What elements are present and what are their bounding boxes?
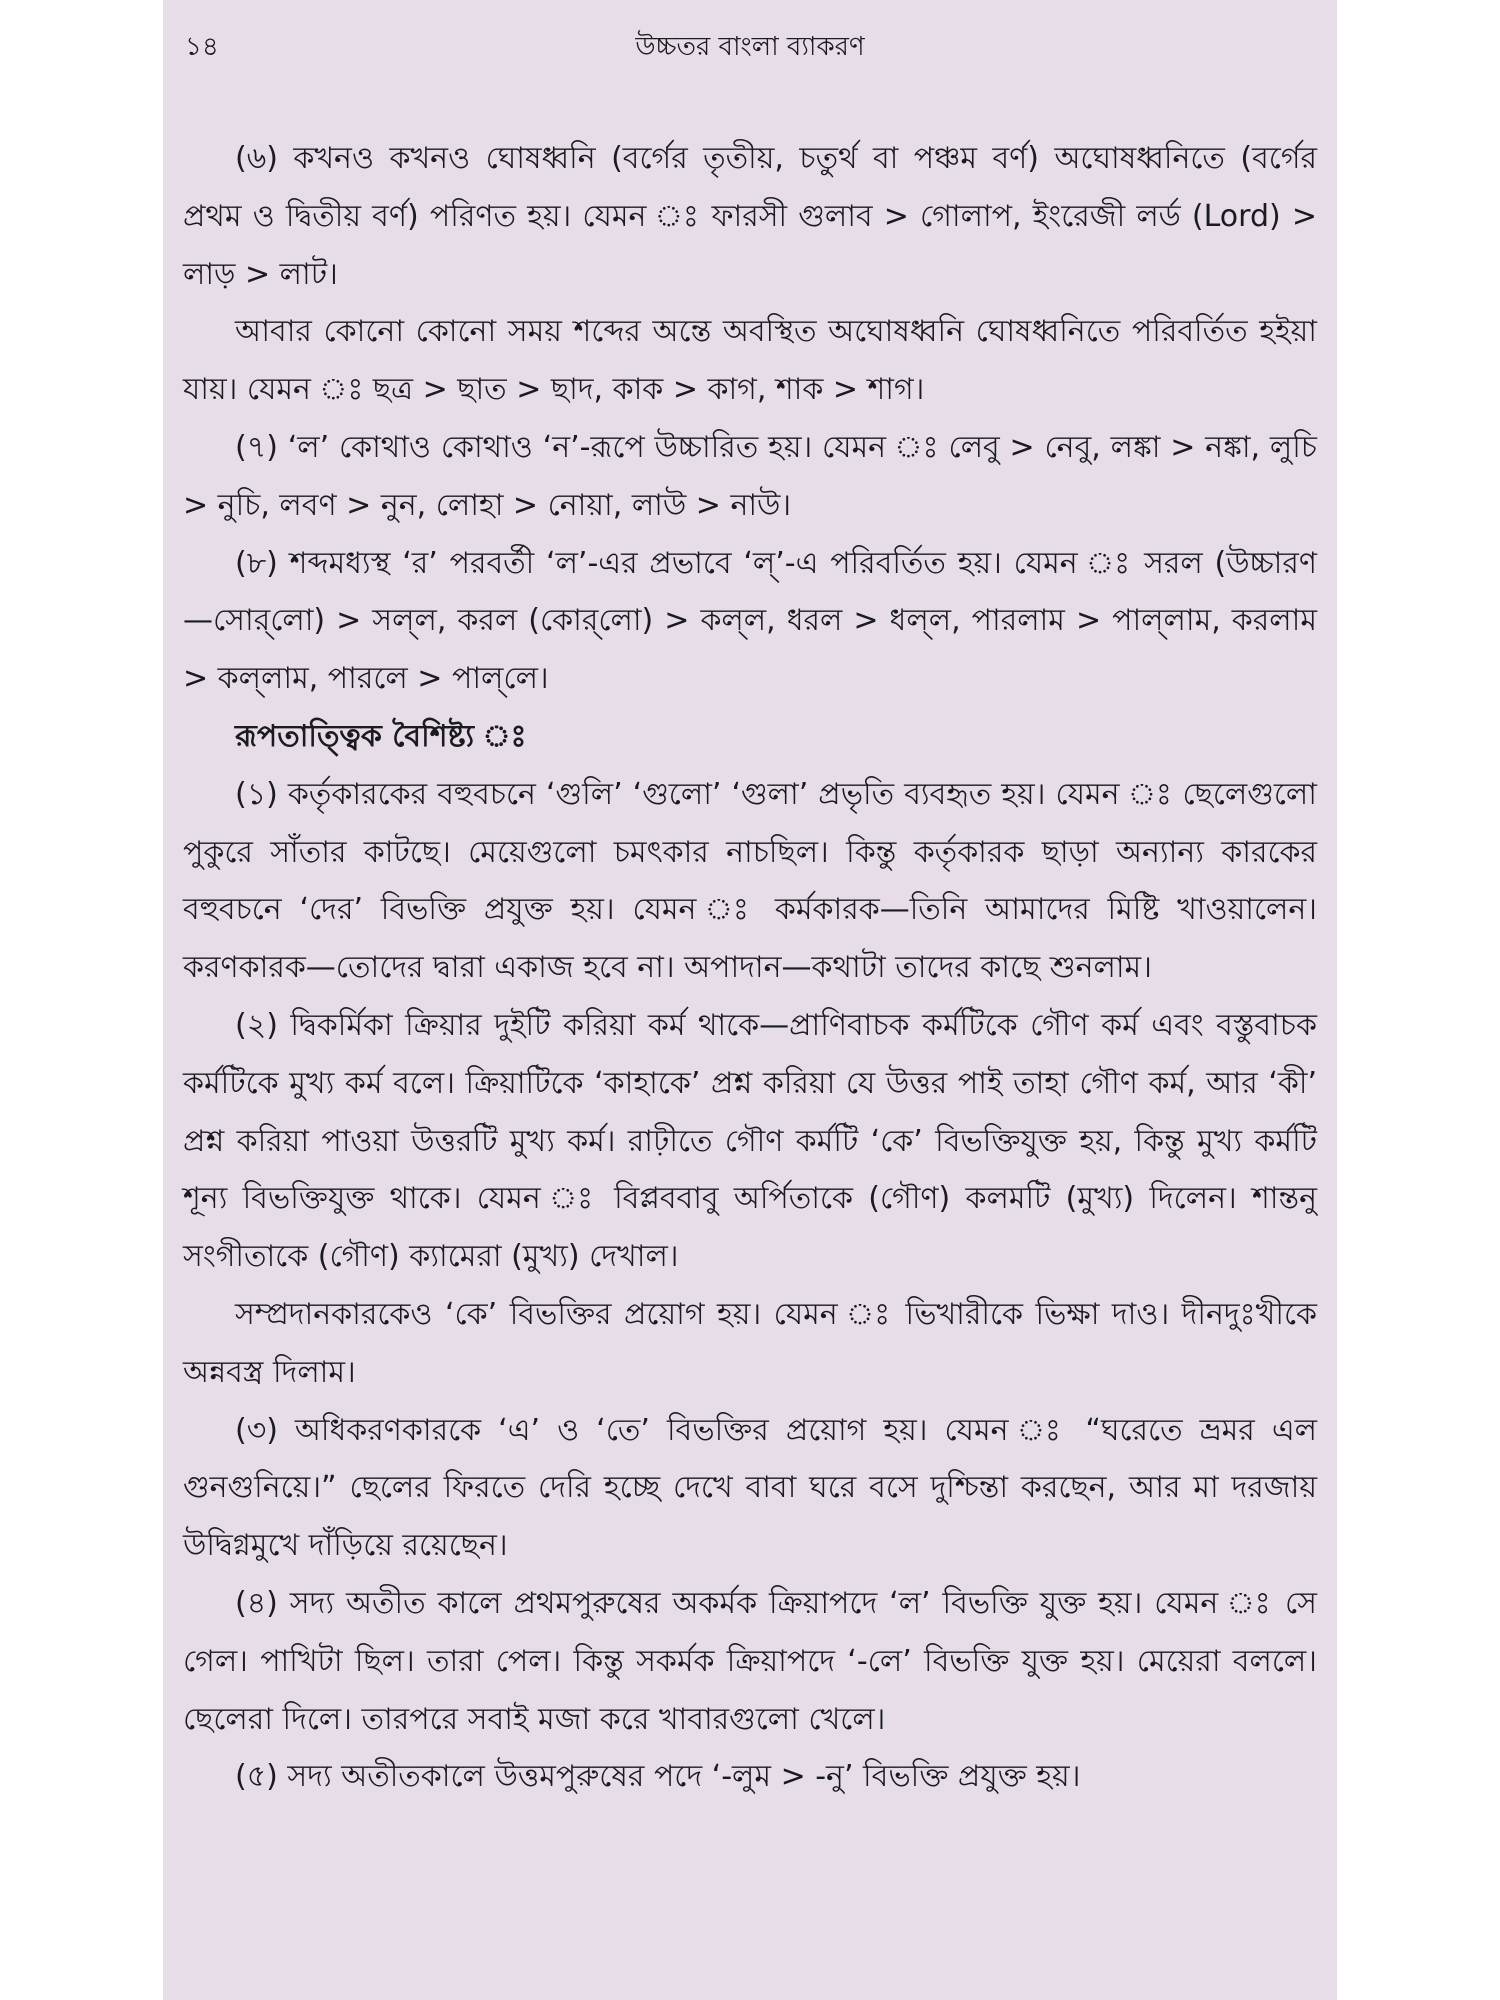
page-header bbox=[183, 22, 1317, 72]
body-text bbox=[183, 130, 1317, 1806]
running-title: উচ্চতর বাংলা ব্যাকরণ bbox=[635, 32, 865, 62]
paragraph: (৪) সদ্য অতীত কালে প্রথমপুরুষের অকর্মক ক্রিয়াপদে ‘ল’ বিভক্তি যুক্ত হয়। যেমন ঃ সে গেল। পাখিটা ছিল। তারা পেল। কিন্তু সকর্মক ক্রিয়াপদে ‘-লে’ বিভক্তি যুক্ত হয়। মেয়েরা বললে। ছেলেরা দিলে। তারপরে সবাই মজা করে খাবারগুলো খেলে। bbox=[183, 1585, 1317, 1737]
paragraph: (১) কর্তৃকারকের বহুবচনে ‘গুলি’ ‘গুলো’ ‘গুলা’ প্রভৃতি ব্যবহৃত হয়। যেমন ঃ ছেলেগুলো পুকুরে সাঁতার কাটছে। মেয়েগুলো চমৎকার নাচছিল। কিন্তু কর্তৃকারক ছাড়া অন্যান্য কারকের বহুবচনে ‘দের’ বিভক্তি প্রযুক্ত হয়। যেমন ঃ কর্মকারক—তিনি আমাদের মিষ্টি খাওয়ালেন। করণকারক—তোদের দ্বারা একাজ হবে না। অপাদান—কথাটা তাদের কাছে শুনলাম। bbox=[183, 776, 1317, 986]
section-heading: রূপতাত্ত্বিক বৈশিষ্ট্য ঃ bbox=[235, 718, 527, 754]
paragraph: (৭) ‘ল’ কোথাও কোথাও ‘ন’-রূপে উচ্চারিত হয়। যেমন ঃ লেবু > নেবু, লঙ্কা > নঙ্কা, লুচি > নুচি, লবণ > নুন, লোহা > নোয়া, লাউ > নাউ। bbox=[183, 429, 1317, 523]
paragraph: (২) দ্বিকর্মিকা ক্রিয়ার দুইটি করিয়া কর্ম থাকে—প্রাণিবাচক কর্মটিকে গৌণ কর্ম এবং বস্তুবাচক কর্মটিকে মুখ্য কর্ম বলে। ক্রিয়াটিকে ‘কাহাকে’ প্রশ্ন করিয়া যে উত্তর পাই তাহা গৌণ কর্ম, আর ‘কী’ প্রশ্ন করিয়া পাওয়া উত্তরটি মুখ্য কর্ম। রাঢ়ীতে গৌণ কর্মটি ‘কে’ বিভক্তিযুক্ত হয়, কিন্তু মুখ্য কর্মটি শূন্য বিভক্তিযুক্ত থাকে। যেমন ঃ বিপ্লববাবু অর্পিতাকে (গৌণ) কলমটি (মুখ্য) দিলেন। শান্তনু সংগীতাকে (গৌণ) ক্যামেরা (মুখ্য) দেখাল। bbox=[183, 1007, 1317, 1275]
paragraph: (৬) কখনও কখনও ঘোষধ্বনি (বর্গের তৃতীয়, চতুর্থ বা পঞ্চম বর্ণ) অঘোষধ্বনিতে (বর্গের প্রথম ও দ্বিতীয় বর্ণ) পরিণত হয়। যেমন ঃ ফারসী গুলাব > গোলাপ, ইংরেজী লর্ড (Lord) > লাড় > লাট। bbox=[183, 141, 1317, 292]
paragraph: (৫) সদ্য অতীতকালে উত্তমপুরুষের পদে ‘-লুম > -নু’ বিভক্তি প্রযুক্ত হয়। bbox=[235, 1759, 1081, 1795]
paragraph: (৩) অধিকরণকারকে ‘এ’ ও ‘তে’ বিভক্তির প্রয়োগ হয়। যেমন ঃ “ঘরেতে ভ্রমর এল গুনগুনিয়ে।” ছেলের ফিরতে দেরি হচ্ছে দেখে বাবা ঘরে বসে দুশ্চিন্তা করছেন, আর মা দরজায় উদ্বিগ্নমুখে দাঁড়িয়ে রয়েছেন। bbox=[183, 1412, 1317, 1564]
page-number: ১৪ bbox=[185, 32, 219, 62]
book-page bbox=[163, 0, 1337, 2000]
paragraph: (৮) শব্দমধ্যস্থ ‘র’ পরবর্তী ‘ল’-এর প্রভাবে ‘ল্’-এ পরিবর্তিত হয়। যেমন ঃ সরল (উচ্চারণ—সোর্‌লো) > সল্‌ল, করল (কোর্‌লো) > কল্‌ল, ধরল > ধল্‌ল, পারলাম > পাল্‌লাম, করলাম > কল্‌লাম, পারলে > পাল্‌লে। bbox=[183, 545, 1317, 697]
paragraph: আবার কোনো কোনো সময় শব্দের অন্তে অবস্থিত অঘোষধ্বনি ঘোষধ্বনিতে পরিবর্তিত হইয়া যায়। যেমন ঃ ছত্র > ছাত > ছাদ, কাক > কাগ, শাক > শাগ। bbox=[183, 314, 1317, 408]
paragraph: সম্প্রদানকারকেও ‘কে’ বিভক্তির প্রয়োগ হয়। যেমন ঃ ভিখারীকে ভিক্ষা দাও। দীনদুঃখীকে অন্নবস্ত্র দিলাম। bbox=[183, 1296, 1317, 1390]
